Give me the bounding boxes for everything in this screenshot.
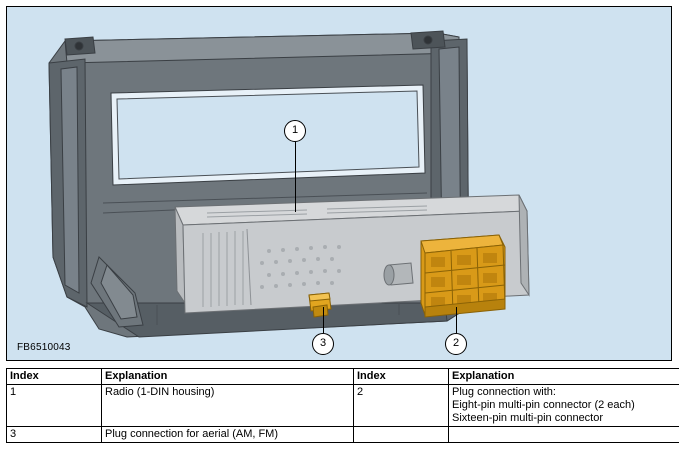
header-index-right: Index bbox=[354, 369, 449, 385]
header-index-left: Index bbox=[7, 369, 102, 385]
cell-explanation-1: Radio (1-DIN housing) bbox=[102, 385, 354, 427]
cell-explanation-4 bbox=[449, 427, 679, 443]
cell-explanation-2 bbox=[449, 385, 679, 427]
callout-1: 1 bbox=[284, 120, 306, 142]
legend-table bbox=[6, 368, 679, 443]
cell-explanation-3: Plug connection for aerial (AM, FM) bbox=[102, 427, 354, 443]
cell-index-2: 2 bbox=[354, 385, 449, 427]
table-header-row bbox=[7, 369, 679, 385]
callout-2: 2 bbox=[445, 333, 467, 355]
cell-explanation-2-line-1: Plug connection with: bbox=[452, 386, 556, 398]
leader-line-2 bbox=[456, 307, 457, 333]
figure-code: FB6510043 bbox=[17, 342, 71, 353]
callout-3: 3 bbox=[312, 333, 334, 355]
cell-index-1: 1 bbox=[7, 385, 102, 427]
table-row bbox=[7, 385, 679, 427]
leader-line-3 bbox=[323, 307, 324, 333]
header-explanation-left: Explanation bbox=[102, 369, 354, 385]
multi-pin-connector-block bbox=[421, 235, 505, 317]
header-explanation-right: Explanation bbox=[449, 369, 679, 385]
cell-explanation-2-line-2: Eight-pin multi-pin connector (2 each) bbox=[452, 399, 635, 411]
illustration-panel bbox=[6, 6, 672, 361]
cell-index-4 bbox=[354, 427, 449, 443]
cell-explanation-2-line-3: Sixteen-pin multi-pin connector bbox=[452, 412, 604, 424]
leader-line-1 bbox=[295, 142, 296, 212]
radio-assembly-drawing bbox=[7, 7, 671, 360]
cell-index-3: 3 bbox=[7, 427, 102, 443]
table-row bbox=[7, 427, 679, 443]
